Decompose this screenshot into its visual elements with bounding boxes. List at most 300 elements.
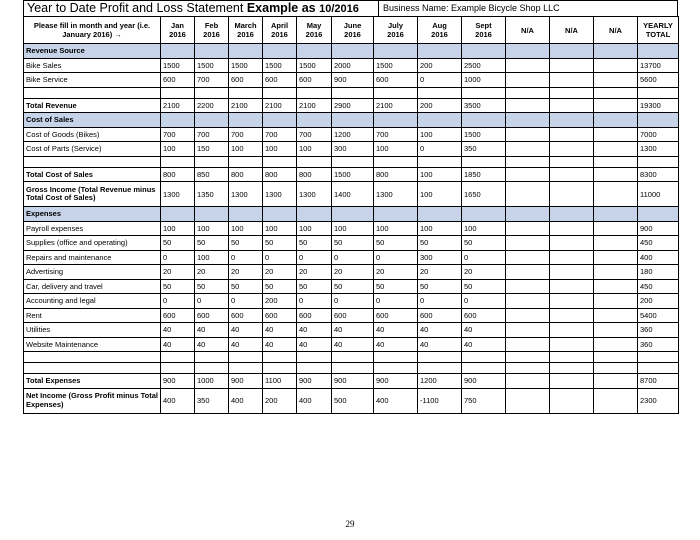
value-cell: 600 <box>195 308 229 323</box>
value-cell: 1400 <box>332 182 374 207</box>
section-cell <box>263 113 297 128</box>
value-cell: 20 <box>161 265 195 280</box>
section-cell <box>462 207 506 222</box>
blank-cell <box>506 352 550 363</box>
value-cell: 40 <box>161 323 195 338</box>
blank-cell <box>195 156 229 167</box>
value-cell: 20 <box>418 265 462 280</box>
value-cell: 0 <box>195 294 229 309</box>
blank-cell <box>374 363 418 374</box>
value-cell <box>506 265 550 280</box>
value-cell <box>550 236 594 251</box>
blank-cell <box>638 363 679 374</box>
value-cell: 200 <box>263 388 297 413</box>
table-row <box>24 221 679 236</box>
value-cell: 700 <box>263 127 297 142</box>
value-cell: 20 <box>229 265 263 280</box>
page-number: 29 <box>345 519 355 529</box>
value-cell: 900 <box>297 374 332 389</box>
blank-cell <box>550 352 594 363</box>
value-cell <box>550 167 594 182</box>
section-cell <box>229 113 263 128</box>
blank-cell <box>332 156 374 167</box>
value-cell: 100 <box>374 142 418 157</box>
month-header: June 2016 <box>332 17 374 44</box>
value-cell: 40 <box>297 323 332 338</box>
yearly-total-cell: 19300 <box>638 98 679 113</box>
value-cell <box>550 374 594 389</box>
value-cell: 800 <box>374 167 418 182</box>
yearly-total-cell: 8300 <box>638 167 679 182</box>
header-row <box>24 17 679 44</box>
blank-cell <box>297 363 332 374</box>
value-cell: 40 <box>332 337 374 352</box>
row-label: Supplies (office and operating) <box>24 236 161 251</box>
value-cell: 50 <box>332 236 374 251</box>
yearly-total-cell: 400 <box>638 250 679 265</box>
value-cell: 350 <box>462 142 506 157</box>
table-row <box>24 308 679 323</box>
value-cell: 50 <box>229 279 263 294</box>
blank-cell <box>195 363 229 374</box>
value-cell: 1300 <box>297 182 332 207</box>
value-cell <box>594 73 638 88</box>
value-cell: 2100 <box>229 98 263 113</box>
section-cell <box>374 44 418 59</box>
value-cell: 1300 <box>229 182 263 207</box>
value-cell <box>550 308 594 323</box>
value-cell: 350 <box>195 388 229 413</box>
value-cell: 1500 <box>462 127 506 142</box>
value-cell: 40 <box>263 337 297 352</box>
value-cell: 800 <box>263 167 297 182</box>
section-cell <box>374 207 418 222</box>
value-cell: 600 <box>374 73 418 88</box>
value-cell: 40 <box>297 337 332 352</box>
blank-cell <box>506 363 550 374</box>
value-cell <box>506 250 550 265</box>
blank-cell <box>462 363 506 374</box>
blank-cell <box>506 156 550 167</box>
value-cell: 100 <box>195 221 229 236</box>
yearly-total-cell: 200 <box>638 294 679 309</box>
blank-row <box>24 87 679 98</box>
value-cell: 1200 <box>418 374 462 389</box>
month-header: July 2016 <box>374 17 418 44</box>
yearly-total-cell: 360 <box>638 323 679 338</box>
section-cell <box>332 113 374 128</box>
value-cell: 50 <box>229 236 263 251</box>
value-cell: 0 <box>229 294 263 309</box>
row-label: Bike Sales <box>24 58 161 73</box>
value-cell: 1500 <box>229 58 263 73</box>
section-cell <box>297 207 332 222</box>
blank-cell <box>229 363 263 374</box>
total-row <box>24 167 679 182</box>
value-cell: 0 <box>161 294 195 309</box>
value-cell: 40 <box>229 323 263 338</box>
value-cell: 300 <box>418 250 462 265</box>
section-row <box>24 113 679 128</box>
table-row <box>24 294 679 309</box>
value-cell: 20 <box>462 265 506 280</box>
value-cell <box>550 73 594 88</box>
blank-cell <box>195 352 229 363</box>
table-row <box>24 323 679 338</box>
value-cell: 0 <box>462 250 506 265</box>
total-row <box>24 98 679 113</box>
value-cell: 2500 <box>462 58 506 73</box>
blank-cell <box>374 87 418 98</box>
value-cell <box>594 374 638 389</box>
table-row <box>24 236 679 251</box>
value-cell: 20 <box>332 265 374 280</box>
value-cell <box>550 294 594 309</box>
blank-cell <box>297 156 332 167</box>
yearly-total-cell: 450 <box>638 279 679 294</box>
value-cell <box>506 58 550 73</box>
row-label: Car, delivery and travel <box>24 279 161 294</box>
blank-cell <box>462 156 506 167</box>
value-cell: 700 <box>195 73 229 88</box>
value-cell: 0 <box>462 294 506 309</box>
section-row <box>24 207 679 222</box>
yearly-total-cell: 900 <box>638 221 679 236</box>
value-cell <box>594 337 638 352</box>
blank-cell <box>594 363 638 374</box>
total-row <box>24 182 679 207</box>
section-cell <box>638 44 679 59</box>
value-cell: 100 <box>263 142 297 157</box>
month-header: N/A <box>506 17 550 44</box>
value-cell <box>550 58 594 73</box>
value-cell: 3500 <box>462 98 506 113</box>
blank-cell <box>374 156 418 167</box>
section-cell <box>638 113 679 128</box>
value-cell: 600 <box>297 73 332 88</box>
value-cell: 0 <box>374 250 418 265</box>
value-cell: 50 <box>297 236 332 251</box>
value-cell: 600 <box>374 308 418 323</box>
blank-cell <box>594 156 638 167</box>
section-cell <box>229 44 263 59</box>
blank-cell <box>418 156 462 167</box>
value-cell: 100 <box>297 221 332 236</box>
section-cell <box>418 113 462 128</box>
value-cell: 40 <box>418 323 462 338</box>
value-cell <box>550 98 594 113</box>
section-cell <box>297 113 332 128</box>
yearly-total-header: YEARLY TOTAL <box>638 17 679 44</box>
value-cell <box>506 221 550 236</box>
blank-cell <box>638 156 679 167</box>
value-cell <box>594 250 638 265</box>
value-cell <box>506 236 550 251</box>
table-row <box>24 265 679 280</box>
blank-cell <box>161 156 195 167</box>
section-cell <box>374 113 418 128</box>
section-cell <box>506 207 550 222</box>
row-label: Advertising <box>24 265 161 280</box>
section-cell <box>263 207 297 222</box>
value-cell: 900 <box>229 374 263 389</box>
blank-cell <box>594 87 638 98</box>
section-cell <box>332 207 374 222</box>
value-cell: 800 <box>297 167 332 182</box>
business-name: Business Name: Example Bicycle Shop LLC <box>383 3 560 13</box>
value-cell: 40 <box>195 323 229 338</box>
value-cell: 600 <box>161 73 195 88</box>
section-label: Expenses <box>24 207 161 222</box>
value-cell: 100 <box>195 250 229 265</box>
blank-cell <box>24 87 161 98</box>
value-cell: 750 <box>462 388 506 413</box>
yearly-total-cell: 8700 <box>638 374 679 389</box>
month-header: May 2016 <box>297 17 332 44</box>
yearly-total-cell: 360 <box>638 337 679 352</box>
row-label: Cost of Goods (Bikes) <box>24 127 161 142</box>
value-cell: 40 <box>462 323 506 338</box>
value-cell: 50 <box>462 236 506 251</box>
month-header: Sept 2016 <box>462 17 506 44</box>
value-cell: 20 <box>374 265 418 280</box>
section-cell <box>462 44 506 59</box>
blank-cell <box>332 352 374 363</box>
value-cell: 600 <box>263 73 297 88</box>
yearly-total-cell: 1300 <box>638 142 679 157</box>
value-cell <box>550 182 594 207</box>
value-cell: 600 <box>161 308 195 323</box>
yearly-total-cell: 5400 <box>638 308 679 323</box>
blank-cell <box>374 352 418 363</box>
value-cell <box>550 388 594 413</box>
section-cell <box>263 44 297 59</box>
value-cell: 600 <box>418 308 462 323</box>
value-cell: 100 <box>297 142 332 157</box>
blank-cell <box>506 87 550 98</box>
value-cell: 20 <box>263 265 297 280</box>
blank-cell <box>263 352 297 363</box>
value-cell: 50 <box>195 236 229 251</box>
value-cell: 200 <box>263 294 297 309</box>
value-cell: 600 <box>462 308 506 323</box>
month-header: Jan 2016 <box>161 17 195 44</box>
total-row <box>24 388 679 413</box>
value-cell: 40 <box>374 337 418 352</box>
value-cell: 900 <box>161 374 195 389</box>
row-label: Total Cost of Sales <box>24 167 161 182</box>
value-cell: 1100 <box>263 374 297 389</box>
blank-cell <box>263 363 297 374</box>
blank-cell <box>161 363 195 374</box>
value-cell: 50 <box>161 236 195 251</box>
yearly-total-cell: 2300 <box>638 388 679 413</box>
value-cell: 40 <box>263 323 297 338</box>
blank-cell <box>332 87 374 98</box>
yearly-total-cell: 5600 <box>638 73 679 88</box>
value-cell: 20 <box>195 265 229 280</box>
yearly-total-cell: 180 <box>638 265 679 280</box>
value-cell <box>550 323 594 338</box>
value-cell: 1500 <box>374 58 418 73</box>
value-cell: 800 <box>229 167 263 182</box>
blank-cell <box>297 87 332 98</box>
section-cell <box>594 44 638 59</box>
value-cell: 50 <box>462 279 506 294</box>
row-label: Rent <box>24 308 161 323</box>
value-cell: 2000 <box>332 58 374 73</box>
value-cell: 400 <box>161 388 195 413</box>
value-cell: 400 <box>297 388 332 413</box>
row-label: Website Maintenance <box>24 337 161 352</box>
row-label: Repairs and maintenance <box>24 250 161 265</box>
value-cell: 600 <box>332 308 374 323</box>
value-cell: 600 <box>229 308 263 323</box>
value-cell <box>550 221 594 236</box>
value-cell <box>594 127 638 142</box>
value-cell: 40 <box>161 337 195 352</box>
table-row <box>24 58 679 73</box>
value-cell <box>550 337 594 352</box>
value-cell <box>506 388 550 413</box>
month-header: N/A <box>550 17 594 44</box>
value-cell: 0 <box>297 294 332 309</box>
month-header: March 2016 <box>229 17 263 44</box>
blank-cell <box>638 352 679 363</box>
value-cell <box>594 236 638 251</box>
value-cell: 50 <box>161 279 195 294</box>
value-cell: 700 <box>374 127 418 142</box>
value-cell <box>594 388 638 413</box>
value-cell <box>506 73 550 88</box>
row-label: Total Revenue <box>24 98 161 113</box>
value-cell: 600 <box>229 73 263 88</box>
value-cell: 400 <box>374 388 418 413</box>
value-cell: 100 <box>418 127 462 142</box>
value-cell: 40 <box>374 323 418 338</box>
month-header: Feb 2016 <box>195 17 229 44</box>
blank-cell <box>550 363 594 374</box>
yearly-total-cell: 7000 <box>638 127 679 142</box>
table-row <box>24 142 679 157</box>
value-cell: 0 <box>374 294 418 309</box>
value-cell: 1500 <box>297 58 332 73</box>
row-label: Net Income (Gross Profit minus Total Expenses) <box>24 388 161 413</box>
value-cell: 40 <box>195 337 229 352</box>
value-cell <box>594 182 638 207</box>
value-cell: 100 <box>462 221 506 236</box>
blank-cell <box>195 87 229 98</box>
section-cell <box>161 207 195 222</box>
value-cell: 100 <box>263 221 297 236</box>
value-cell: 1300 <box>161 182 195 207</box>
value-cell: 700 <box>297 127 332 142</box>
blank-cell <box>418 352 462 363</box>
blank-cell <box>594 352 638 363</box>
value-cell: 1850 <box>462 167 506 182</box>
value-cell <box>594 167 638 182</box>
value-cell: 1300 <box>263 182 297 207</box>
value-cell: 50 <box>418 236 462 251</box>
value-cell <box>506 142 550 157</box>
value-cell: 200 <box>418 58 462 73</box>
value-cell: 1200 <box>332 127 374 142</box>
value-cell: 1300 <box>374 182 418 207</box>
value-cell: 900 <box>332 374 374 389</box>
value-cell: 50 <box>374 236 418 251</box>
table-row <box>24 127 679 142</box>
section-cell <box>462 113 506 128</box>
month-instruction: Please fill in month and year (i.e. January 2016) → <box>24 17 161 44</box>
section-cell <box>506 113 550 128</box>
value-cell: 1500 <box>263 58 297 73</box>
value-cell <box>506 337 550 352</box>
value-cell: 40 <box>332 323 374 338</box>
value-cell: 2100 <box>161 98 195 113</box>
value-cell: 1000 <box>462 73 506 88</box>
value-cell: 850 <box>195 167 229 182</box>
value-cell <box>506 279 550 294</box>
value-cell <box>506 308 550 323</box>
value-cell <box>594 323 638 338</box>
blank-cell <box>638 87 679 98</box>
month-header: Aug 2016 <box>418 17 462 44</box>
row-label: Total Expenses <box>24 374 161 389</box>
value-cell <box>594 98 638 113</box>
blank-cell <box>462 352 506 363</box>
blank-row <box>24 352 679 363</box>
value-cell: 0 <box>418 142 462 157</box>
blank-cell <box>229 156 263 167</box>
value-cell: 0 <box>332 294 374 309</box>
value-cell: 300 <box>332 142 374 157</box>
value-cell <box>594 58 638 73</box>
value-cell: -1100 <box>418 388 462 413</box>
row-label: Utilities <box>24 323 161 338</box>
value-cell: 900 <box>462 374 506 389</box>
value-cell: 800 <box>161 167 195 182</box>
row-label: Gross Income (Total Revenue minus Total Cost of Sales) <box>24 182 161 207</box>
statement-title: Year to Date Profit and Loss Statement Example as 10/2016 <box>24 1 379 16</box>
value-cell: 100 <box>229 142 263 157</box>
value-cell <box>506 127 550 142</box>
row-label: Accounting and legal <box>24 294 161 309</box>
yearly-total-cell: 450 <box>638 236 679 251</box>
section-cell <box>195 207 229 222</box>
blank-cell <box>550 87 594 98</box>
value-cell: 50 <box>418 279 462 294</box>
value-cell: 600 <box>263 308 297 323</box>
blank-cell <box>332 363 374 374</box>
value-cell <box>506 98 550 113</box>
section-label: Revenue Source <box>24 44 161 59</box>
section-cell <box>550 44 594 59</box>
blank-cell <box>161 87 195 98</box>
yearly-total-cell: 13700 <box>638 58 679 73</box>
section-cell <box>418 44 462 59</box>
value-cell: 40 <box>418 337 462 352</box>
value-cell: 40 <box>462 337 506 352</box>
value-cell: 1500 <box>161 58 195 73</box>
value-cell: 600 <box>297 308 332 323</box>
blank-cell <box>418 363 462 374</box>
section-cell <box>506 44 550 59</box>
value-cell <box>506 323 550 338</box>
value-cell: 100 <box>418 182 462 207</box>
section-cell <box>195 44 229 59</box>
value-cell: 200 <box>418 98 462 113</box>
section-cell <box>418 207 462 222</box>
